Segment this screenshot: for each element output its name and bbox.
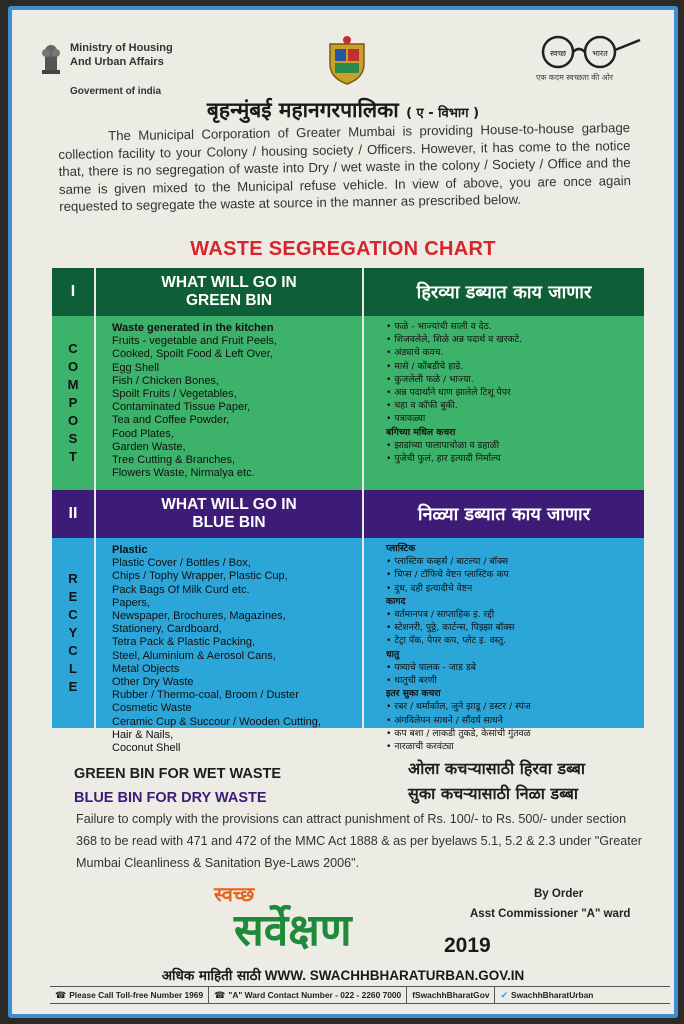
side-letter: L: [69, 661, 77, 676]
ministry-line-2: And Urban Affairs: [70, 56, 164, 68]
list-item: • पत्र्याचे पालक - जाड डबे: [386, 661, 477, 673]
penalty-notice: Failure to comply with the provisions can attract punishment of Rs. 100/- to Rs. 500/- under section 368 to be read with 471 and 472 of the MMC Act 1888 & as per byelaws 5.1, 5.2 & 2.3 under "Greater Mumbai Cleanliness & Sanitation Bye-Laws 2006".: [76, 812, 642, 870]
blue-bin-body: [52, 538, 644, 755]
side-letter: E: [68, 589, 78, 604]
list-item: • प्लास्टिक कव्हर्स / बाटल्या / बॉक्स: [386, 556, 509, 568]
list-item: • धातुची बरणी: [386, 675, 437, 687]
footer-twitter[interactable]: [495, 987, 598, 1003]
government-label: Goverment of india: [70, 86, 162, 97]
list-item: Hair & Nails,: [112, 728, 174, 741]
side-letter: O: [67, 359, 79, 374]
mcgm-crest-icon: [324, 34, 370, 86]
ward-contact-text: "A" Ward Contact Number - 022 - 2260 7000: [228, 990, 402, 1000]
list-item: Coconut Shell: [112, 742, 181, 755]
green-items-mr: [364, 316, 644, 490]
national-emblem-icon: [40, 42, 62, 76]
sarvekshan-logo-text: सर्वेक्षण: [234, 905, 352, 956]
green-bin-line-mr: ओला कचऱ्यासाठी हिरवा डब्बा: [408, 759, 585, 778]
list-item: • अंगविलेपन साधने / सौंदर्य साधने: [386, 714, 503, 726]
list-item: Cooked, Spoilt Food & Left Over,: [112, 348, 273, 361]
bin-summary-mr: [408, 756, 585, 806]
swachh-logo-text: स्वच्छ: [214, 882, 255, 906]
side-letter: E: [68, 679, 78, 694]
list-item: Spoilt Fruits / Vegetables,: [112, 388, 237, 401]
poster: [8, 6, 678, 1018]
swachh-bharat-logo: [528, 32, 648, 88]
list-item: Tetra Pack & Plastic Packing,: [112, 636, 256, 649]
ministry-line-1: Ministry of Housing: [70, 42, 173, 54]
list-item: Tea and Coffee Powder,: [112, 414, 230, 427]
footer-ward-contact: [209, 987, 407, 1003]
side-letter: C: [68, 643, 78, 658]
green-header-mr: हिरव्या डब्यात काय जाणार: [416, 282, 592, 303]
side-letter: S: [68, 431, 78, 446]
list-item: • चहा व कॉफी बुकी.: [386, 400, 458, 412]
list-item: Steel, Aluminium & Aerosol Cans,: [112, 649, 276, 662]
green-bin-line: GREEN BIN FOR WET WASTE: [74, 766, 282, 782]
list-item: • शिजवलेले, शिळे अन्न पदार्थ व खरकटे.: [386, 334, 523, 346]
list-item: Food Plates,: [112, 427, 174, 440]
blue-header-en-2: BLUE BIN: [192, 514, 266, 531]
list-item: Fish / Chicken Bones,: [112, 374, 219, 387]
blue-header-en: [96, 490, 364, 538]
phone-icon: ☎: [55, 989, 67, 1000]
blue-bin-header: [52, 490, 644, 538]
green-header-en: [96, 268, 364, 316]
list-item: Chips / Tophy Wrapper, Plastic Cup,: [112, 570, 288, 583]
blue-bin-line: BLUE BIN FOR DRY WASTE: [74, 790, 267, 806]
list-item: प्लास्टिक: [386, 543, 416, 554]
list-item: • नारळाची करवंट्या: [386, 741, 454, 753]
side-letter: P: [68, 395, 78, 410]
blue-items-mr: [364, 538, 644, 753]
blue-bin-line-mr: सुका कचऱ्यासाठी निळा डब्बा: [408, 784, 578, 803]
compost-label: [52, 316, 96, 490]
list-item: Plastic: [112, 544, 148, 556]
side-letter: R: [68, 571, 78, 586]
blue-items-en: [96, 538, 364, 755]
list-item: • दुध, दही इत्यादीचे वेष्टन: [386, 582, 473, 594]
twitter-icon: ✔: [500, 989, 509, 1000]
chart-title: WASTE SEGREGATION CHART: [190, 238, 496, 260]
list-item: • फळे - भाज्यांची साली व देठ.: [386, 321, 492, 332]
list-item: Contaminated Tissue Paper,: [112, 401, 251, 414]
list-item: • झाडांच्या पालापाचोळा व डहाळी: [386, 439, 500, 451]
list-item: Plastic Cover / Bottles / Box,: [112, 557, 251, 570]
list-item: Tree Cutting & Branches,: [112, 454, 236, 467]
list-item: • रबर / थर्माकोल, जुने झाडू / डस्टर / स्पंज: [386, 701, 531, 713]
list-item: • स्टेशनरी, पुठ्ठे, कार्टन्स, पिझ्झा बॉक्स: [386, 622, 515, 634]
website-link[interactable]: WWW. SWACHHBHARATURBAN.GOV.IN: [264, 968, 525, 983]
green-header-en-1: WHAT WILL GO IN: [161, 274, 297, 291]
green-bin-header: [52, 268, 644, 316]
bin-summary-en: [74, 762, 281, 810]
list-item: Stationery, Cardboard,: [112, 623, 222, 636]
sb-tagline: एक कदम स्वच्छता की ओर: [536, 73, 614, 82]
segregation-table: [52, 268, 644, 755]
list-item: • पत्रावळ्या: [386, 413, 426, 425]
list-item: Other Dry Waste: [112, 676, 194, 689]
list-item: इतर सुका कचरा: [386, 688, 441, 700]
list-item: • चिप्स / टॉफिचे वेष्टन प्लास्टिक कप: [386, 569, 509, 581]
intro-paragraph: The Municipal Corporation of Greater Mumbai is providing House-to-house garbage collection facility to your Colony / housing society / Officers. However, it has come to the notice that, there is no segregation of waste into Dry / wet waste in the colony / Society / Office and the same is given mixed to the Municipal refuse vehicle. In view of above, you are once again requested to segregate the waste at source in the manner as prescribed below.: [58, 120, 632, 214]
gandhi-glasses-icon: [528, 32, 648, 72]
twitter-handle[interactable]: SwachhBharatUrban: [511, 990, 594, 1000]
list-item: कागद: [386, 595, 406, 607]
blue-header-mr: निळ्या डब्यात काय जाणार: [417, 504, 591, 525]
recycle-label: [52, 538, 96, 728]
sarvekshan-year: 2019: [444, 934, 491, 957]
list-item: • अंड्याचे कवच.: [386, 347, 444, 359]
list-item: Garden Waste,: [112, 440, 186, 453]
header: [30, 24, 666, 96]
list-item: • पुजेची फुलं, हार इत्यादी निर्माल्य: [386, 453, 501, 465]
footer-tollfree: [50, 987, 209, 1003]
green-header-en-2: GREEN BIN: [185, 292, 273, 309]
more-info-label: अधिक माहिती साठी: [161, 968, 261, 984]
list-item: Flowers Waste, Nirmalya etc.: [112, 467, 255, 480]
list-item: • वर्तमानपत्र / साप्ताहिक इ. रद्दी: [386, 609, 495, 621]
footer-contacts: [50, 986, 670, 1004]
list-item: बगिच्या मधिल कचरा: [386, 426, 456, 438]
phone-icon: ☎: [214, 989, 226, 1000]
green-bin-body: [52, 316, 644, 490]
list-item: धातु: [386, 648, 400, 660]
list-item: Metal Objects: [112, 662, 180, 675]
side-letter: Y: [68, 625, 78, 640]
green-row-number: I: [52, 268, 96, 316]
footer-facebook[interactable]: [407, 987, 495, 1003]
by-order: By Order: [534, 888, 584, 900]
ward-label: ( ए - विभाग ): [406, 106, 480, 121]
green-items-en: [96, 316, 364, 490]
side-letter: C: [68, 607, 78, 622]
asst-commissioner: Asst Commissioner "A" ward: [470, 908, 631, 920]
list-item: Waste generated in the kitchen: [112, 322, 274, 334]
intro-text: [58, 119, 631, 215]
list-item: Papers,: [112, 596, 150, 609]
list-item: Fruits - vegetable and Fruit Peels,: [112, 335, 278, 348]
list-item: Cosmetic Waste: [112, 702, 192, 715]
list-item: • मासे / कोंबडीचे हाडे.: [386, 360, 464, 372]
facebook-handle[interactable]: fSwachhBharatGov: [412, 990, 490, 1000]
corporation-name: बृहन्मुंबई महानगरपालिका: [206, 98, 399, 122]
list-item: Newspaper, Brochures, Magazines,: [112, 610, 286, 623]
list-item: Egg Shell: [112, 361, 160, 374]
side-letter: M: [67, 377, 79, 392]
blue-header-en-1: WHAT WILL GO IN: [161, 496, 297, 513]
side-letter: O: [67, 413, 79, 428]
sb-logo-left-text: स्वच्छ: [549, 49, 567, 58]
list-item: Ceramic Cup & Succour / Wooden Cutting,: [112, 715, 321, 728]
side-letter: C: [68, 341, 78, 356]
list-item: • कप बशा / लाकडी तुकडे, केसांची गुंतवळ: [386, 727, 531, 739]
blue-row-number: II: [52, 490, 96, 538]
list-item: • कुजलेली फळे / भाज्या.: [386, 373, 474, 385]
sb-logo-right-text: भारत: [592, 49, 608, 58]
side-letter: T: [69, 449, 77, 464]
list-item: • टेट्रा पॅक, पेपर कप, प्लेट इ. वस्तु.: [386, 635, 507, 647]
list-item: Pack Bags Of Milk Curd etc.: [112, 583, 250, 596]
list-item: • अन्न पदार्थाने घाण झालेले टिशू पेपर: [386, 387, 511, 399]
more-info-line: [12, 966, 674, 984]
tollfree-text: Please Call Toll-free Number 1969: [69, 990, 204, 1000]
list-item: Rubber / Thermo-coal, Broom / Duster: [112, 689, 299, 702]
